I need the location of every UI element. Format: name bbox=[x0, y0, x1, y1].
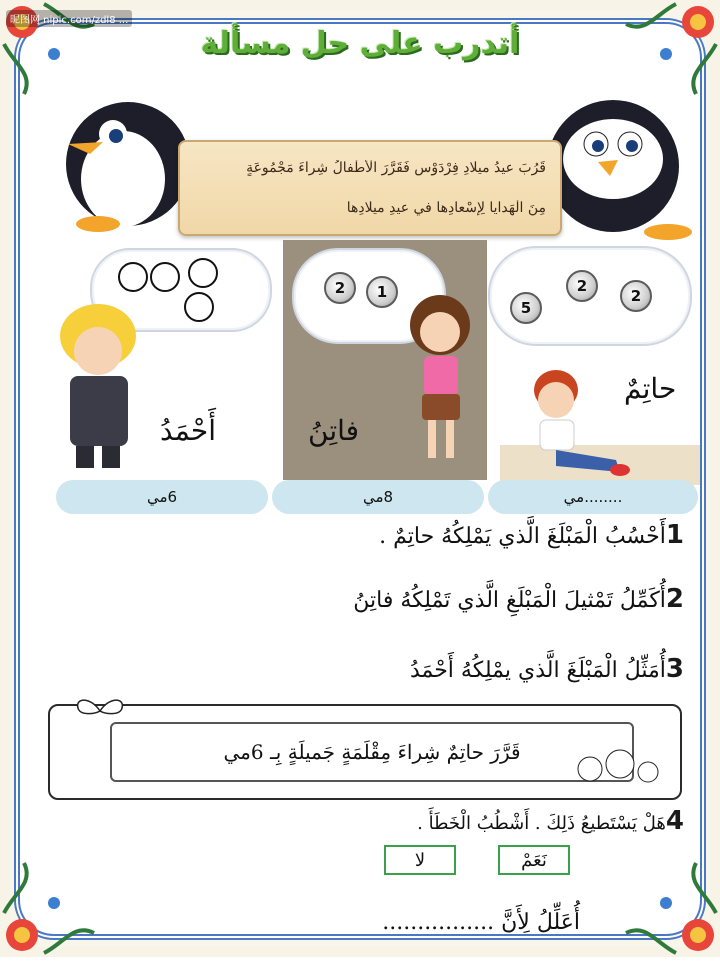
ahmed-amount-pill: 6مي bbox=[56, 480, 268, 514]
watermark: 昵图网 nipic.com/zdl8 ... bbox=[6, 10, 132, 27]
flower-icon bbox=[560, 744, 670, 794]
floral-corner-decoration bbox=[606, 843, 720, 963]
page-title: أتدرب على حل مسألة bbox=[200, 26, 520, 61]
choice-no[interactable]: لا bbox=[384, 845, 456, 875]
empty-coin-slot bbox=[188, 258, 218, 288]
fatin-amount-pill: 8مي bbox=[272, 480, 484, 514]
task-text: أُكَمِّلُ تَمْثيلَ الْمَبْلَغِ الَّذي تَمْلِكُهُ فاتِنُ bbox=[353, 588, 666, 613]
floral-corner-decoration bbox=[0, 843, 114, 963]
hatim-boy-illustration bbox=[516, 362, 636, 480]
task-2 bbox=[353, 584, 684, 614]
coin-2: 2 bbox=[324, 272, 356, 304]
story-line-2: مِنَ الْهَدايا لِإِسْعادِها في عيدِ ميلادِها bbox=[346, 200, 546, 216]
task-text: أَحْسُبُ الْمَبْلَغَ الَّذي يَمْلِكُهُ حاتِمٌ . bbox=[379, 524, 666, 549]
task-3 bbox=[410, 654, 684, 684]
justify-line: أُعَلِّلُ لِأَنَّ ................ bbox=[382, 910, 580, 935]
coin-1: 1 bbox=[366, 276, 398, 308]
ahmed-name-label: أَحْمَدُ bbox=[160, 414, 216, 447]
task-number: 4 bbox=[665, 806, 684, 836]
story-scroll bbox=[178, 140, 562, 236]
coin-2: 2 bbox=[566, 270, 598, 302]
task-text: هَلْ يَسْتَطيعُ ذَلِكَ . أَشْطُبُ الْخَطَأَ . bbox=[417, 813, 666, 834]
fatin-girl-illustration bbox=[398, 290, 484, 470]
story-line-1: قَرُبَ عيدُ ميلادِ فِرْدَوْس فَقَرَّرَ الْأَطْفالُ شِراءَ مَجْمُوعَةٍ bbox=[246, 160, 546, 176]
task-4 bbox=[417, 806, 684, 836]
ahmed-boy-illustration bbox=[36, 296, 156, 476]
task-number: 1 bbox=[665, 520, 684, 550]
empty-coin-slot bbox=[150, 262, 180, 292]
decision-text: قَرَّرَ حاتِمٌ شِراءَ مِقْلَمَةٍ جَميلَةٍ بِـ 6مي bbox=[110, 722, 634, 782]
empty-coin-slot bbox=[118, 262, 148, 292]
penguin-left-illustration bbox=[28, 84, 198, 234]
butterfly-icon bbox=[70, 696, 130, 726]
coin-2: 2 bbox=[620, 280, 652, 312]
coin-5: 5 bbox=[510, 292, 542, 324]
task-1 bbox=[379, 520, 684, 550]
task-text: أُمَثِّلُ الْمَبْلَغَ الَّذي يمْلِكُهُ أَحْمَدُ bbox=[409, 658, 666, 683]
hatim-name-label: حاتِمٌ bbox=[624, 372, 677, 405]
fatin-name-label: فاتِنُ bbox=[308, 414, 360, 447]
task-number: 3 bbox=[665, 654, 684, 684]
choice-yes[interactable]: نَعَمْ bbox=[498, 845, 570, 875]
hatim-amount-pill: ........مي bbox=[488, 480, 698, 514]
task-number: 2 bbox=[665, 584, 684, 614]
empty-coin-slot bbox=[184, 292, 214, 322]
